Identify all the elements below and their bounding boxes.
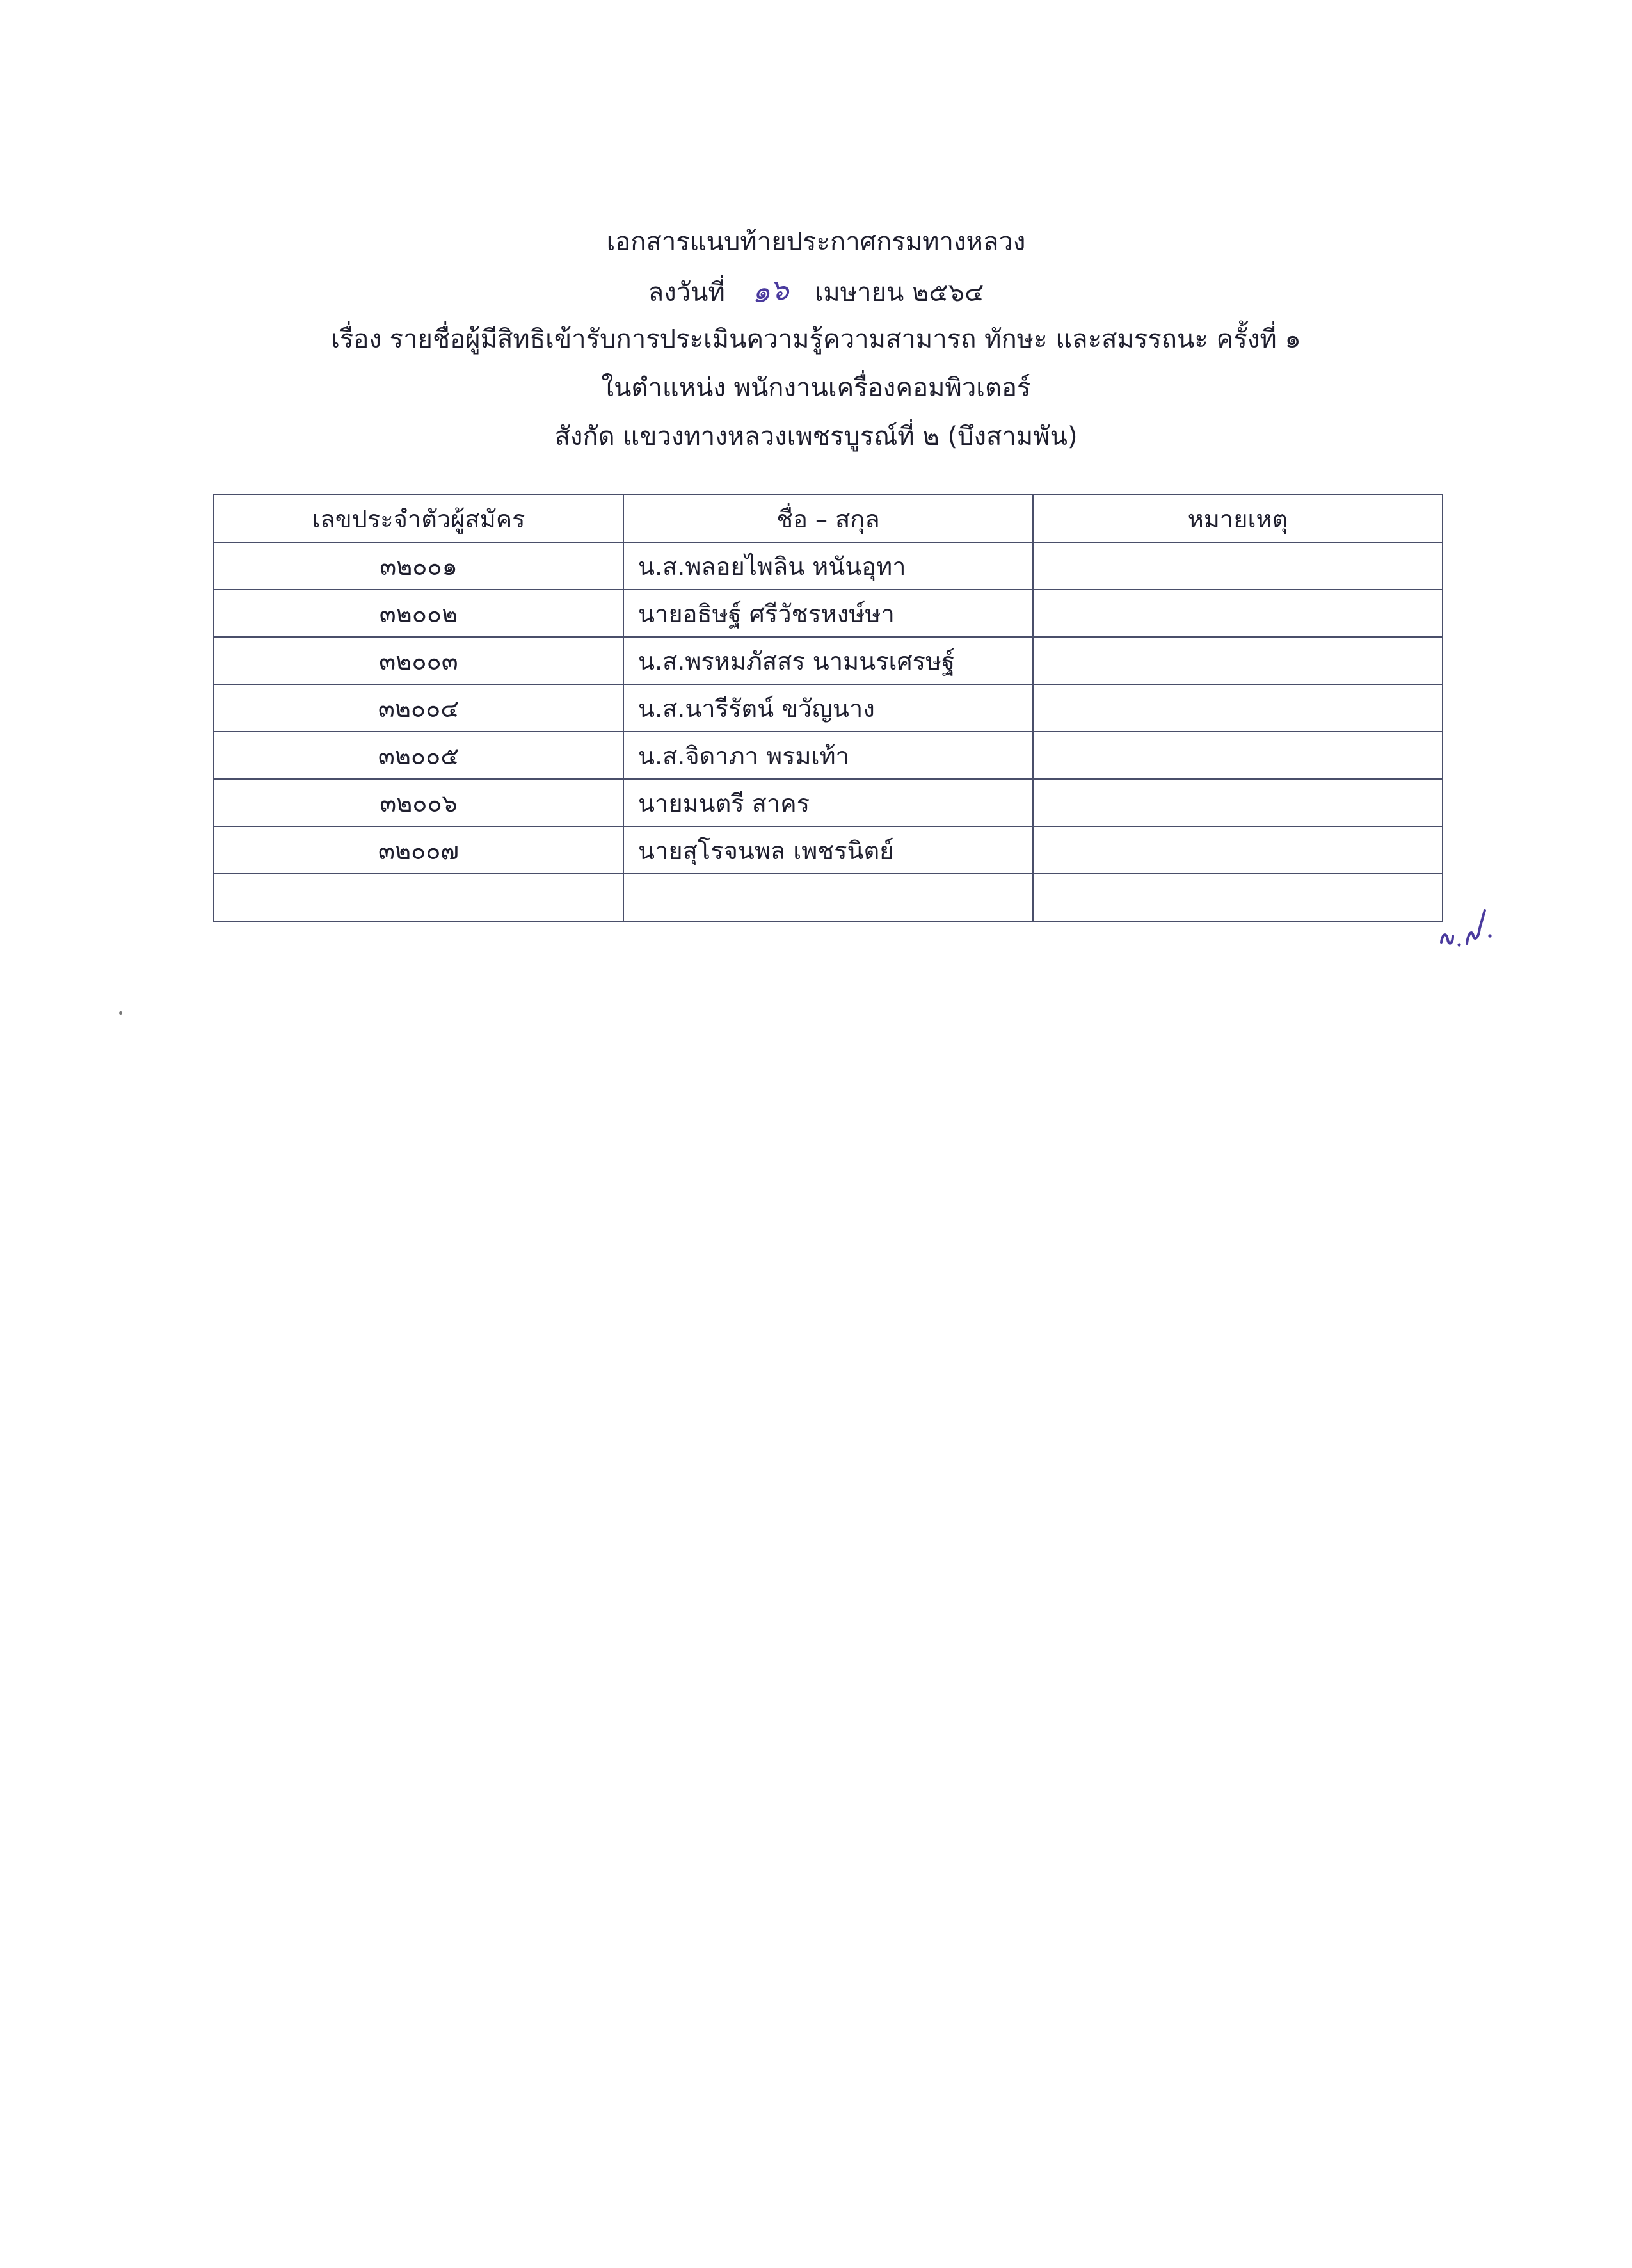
applicant-id-cell [214,874,623,921]
document-date [0,266,1632,315]
header-full-name: ชื่อ – สกุล [623,495,1033,542]
table-row [214,732,1443,779]
full-name-cell: นายอธิษฐ์ ศรีวัชรหงษ์ษา [623,590,1033,637]
table-row-empty [214,874,1443,921]
applicant-id-cell: ๓๒๐๐๕ [214,732,623,779]
handwritten-day: ๑๖ [749,271,790,310]
table-row [214,590,1443,637]
applicant-id-cell: ๓๒๐๐๗ [214,826,623,874]
full-name-cell: นายมนตรี สาคร [623,779,1033,826]
remark-cell [1033,732,1443,779]
applicant-id-cell: ๓๒๐๐๑ [214,542,623,590]
table-row [214,684,1443,732]
applicant-id-cell: ๓๒๐๐๔ [214,684,623,732]
document-subject: เรื่อง รายชื่อผู้มีสิทธิเข้ารับการประเมินความรู้ความสามารถ ทักษะ และสมรรถนะ ครั้งที่ ๑ [331,325,1301,354]
header-remark: หมายเหตุ [1033,495,1443,542]
scan-speck [119,1011,122,1015]
document-header [0,218,1632,461]
remark-cell [1033,637,1443,684]
applicant-id-cell: ๓๒๐๐๖ [214,779,623,826]
full-name-cell: น.ส.พลอยไพลิน หนันอุทา [623,542,1033,590]
applicant-id-cell: ๓๒๐๐๓ [214,637,623,684]
remark-cell [1033,874,1443,921]
table-row [214,542,1443,590]
full-name-cell: นายสุโรจนพล เพชรนิตย์ [623,826,1033,874]
full-name-cell: น.ส.จิดาภา พรมเท้า [623,732,1033,779]
remark-cell [1033,542,1443,590]
document-affiliation: สังกัด แขวงทางหลวงเพชรบูรณ์ที่ ๒ (บึงสามพัน) [554,422,1078,451]
remark-cell [1033,779,1443,826]
header-applicant-id: เลขประจำตัวผู้สมัคร [214,495,623,542]
full-name-cell [623,874,1033,921]
remark-cell [1033,684,1443,732]
remark-cell [1033,826,1443,874]
full-name-cell: น.ส.นารีรัตน์ ขวัญนาง [623,684,1033,732]
full-name-cell: น.ส.พรหมภัสสร นามนรเศรษฐ์ [623,637,1033,684]
table-row [214,779,1443,826]
candidate-table [213,494,1443,922]
candidate-table-wrap [213,494,1442,922]
date-prefix: ลงวันที่ [648,278,725,307]
table-row [214,637,1443,684]
document-title: เอกสารแนบท้ายประกาศกรมทางหลวง [606,227,1026,257]
table-row [214,826,1443,874]
applicant-id-cell: ๓๒๐๐๒ [214,590,623,637]
remark-cell [1033,590,1443,637]
table-header-row [214,495,1443,542]
date-month-year: เมษายน ๒๕๖๔ [814,278,984,307]
handwritten-initials-icon [1434,896,1504,960]
document-position: ในตำแหน่ง พนักงานเครื่องคอมพิวเตอร์ [601,373,1031,403]
